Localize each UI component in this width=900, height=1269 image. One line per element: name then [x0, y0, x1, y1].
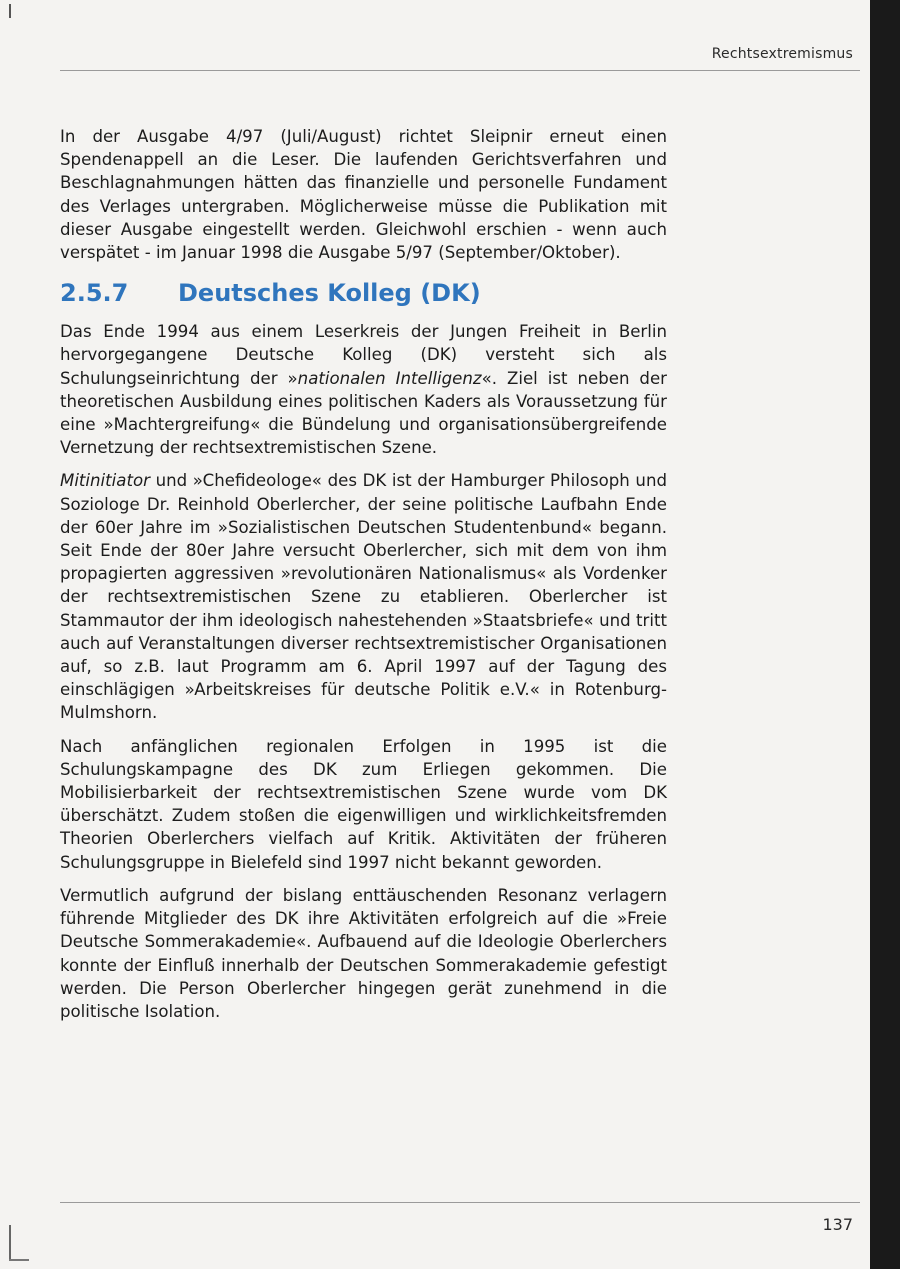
- paragraph-2: [60, 469, 667, 724]
- running-header: Rechtsextremismus: [711, 46, 853, 62]
- paragraph-2-italic-lead: Mitinitiator: [60, 471, 150, 491]
- section-title: Deutsches Kolleg (DK): [178, 279, 481, 308]
- crop-mark-bottom: [9, 1225, 11, 1261]
- section-heading: [60, 278, 667, 308]
- crop-mark-top: [9, 4, 11, 18]
- intro-paragraph: In der Ausgabe 4/97 (Juli/August) richtet Sleipnir erneut einen Spendenappell an die Leser. Die laufenden Gerichtsverfahren und Beschlagnahmungen hätten das finanzielle und personelle Fundament des Verlages untergraben. Möglicherweise müsse die Publikation mit dieser Ausgabe eingestellt werden. Gleichwohl erschien - wenn auch verspätet - im Januar 1998 die Ausgabe 5/97 (September/Oktober).: [60, 127, 667, 263]
- paragraph-1-text-a: Das Ende 1994 aus einem Leserkreis der Jungen Freiheit in Berlin hervorgegangene Deutsche Kolleg (DK) versteht sich als Schulungseinrichtung der »: [60, 322, 667, 388]
- page-body: [60, 125, 667, 1033]
- paragraph-1-italic: nationalen Intelligenz: [297, 368, 482, 388]
- paragraph-3: Nach anfänglichen regionalen Erfolgen in 1995 ist die Schulungskampagne des DK zum Erliegen gekommen. Die Mobilisierbarkeit der rechtsextremistischen Szene wurde vom DK überschätzt. Zudem stoßen die eigenwilligen und wirklichkeitsfremden Theorien Oberlerchers vielfach auf Kritik. Aktivitäten der früheren Schulungsgruppe in Bielefeld sind 1997 nicht bekannt geworden.: [60, 736, 667, 872]
- page-edge-bar: [870, 0, 900, 1269]
- crop-mark-bottom-horizontal: [9, 1259, 29, 1261]
- paragraph-2-text: und »Chefideologe« des DK ist der Hamburger Philosoph und Soziologe Dr. Reinhold Oberlercher, der seine politische Laufbahn Ende der 60er Jahre im »Sozialistischen Deutschen Studentenbund« begann. Seit Ende der 80er Jahre versucht Oberlercher, sich mit dem von ihm propagierten aggressiven »revolutionären Nationalismus« als Vordenker der rechtsextremistischen Szene zu etablieren. Oberlercher ist Stammautor der ihm ideologisch nahestehenden »Staatsbriefe« und tritt auch auf Veranstaltungen diverser rechtsextremistischer Organisationen auf, so z.B. laut Programm am 6. April 1997 auf der Tagung des einschlägigen »Arbeitskreises für deutsche Politik e.V.« in Rotenburg-Mulmshorn.: [60, 471, 667, 723]
- page-number: 137: [822, 1215, 853, 1234]
- footer-rule: [60, 1202, 860, 1203]
- header-rule: [60, 70, 860, 71]
- paragraph-1-text-b: «. Ziel ist neben der theoretischen Ausbildung eines politischen Kaders als Voraussetzung für eine »Machtergreifung« die Bündelung und organisationsübergreifende Vernetzung der rechtsextremistischen Szene.: [60, 368, 668, 458]
- paragraph-4: Vermutlich aufgrund der bislang enttäuschenden Resonanz verlagern führende Mitglieder des DK ihre Aktivitäten erfolgreich auf die »Freie Deutsche Sommerakademie«. Aufbauend auf die Ideologie Oberlerchers konnte der Einfluß innerhalb der Deutschen Sommerakademie gefestigt werden. Die Person Oberlercher hingegen gerät zunehmend in die politische Isolation.: [60, 885, 667, 1021]
- section-number: 2.5.7: [60, 279, 129, 308]
- paragraph-1: [60, 320, 667, 459]
